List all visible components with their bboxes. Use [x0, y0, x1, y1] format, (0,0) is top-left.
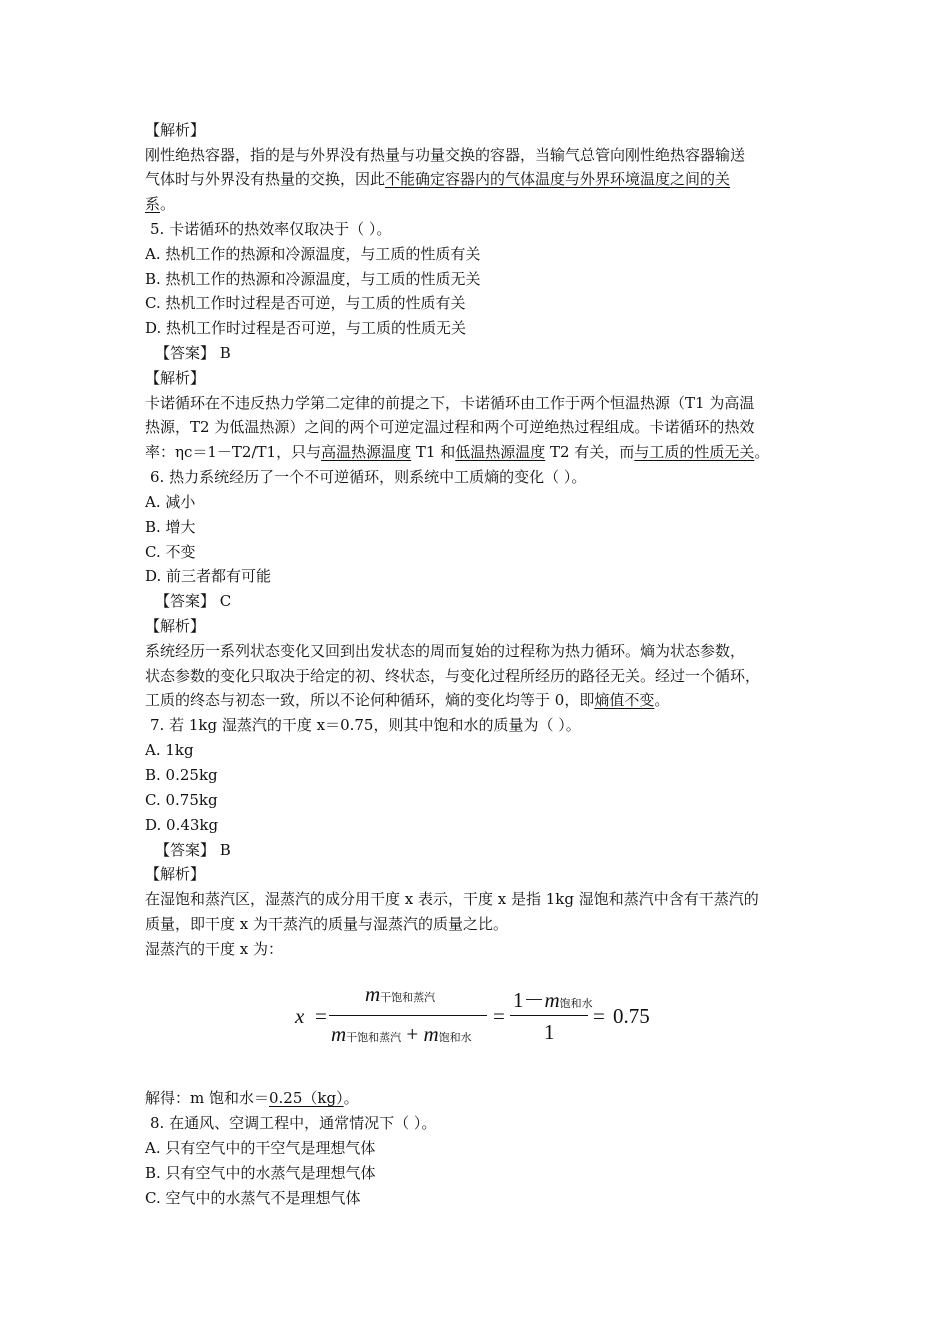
formula-value: 0.75 — [613, 1004, 650, 1028]
question-6: 6. 热力系统经历了一个不可逆循环，则系统中工质熵的变化（ ）。 — [150, 468, 587, 486]
option-c: C. 空气中的水蒸气不是理想气体 — [145, 1189, 361, 1207]
option-b: B. 热机工作的热源和冷源温度，与工质的性质无关 — [145, 270, 481, 288]
formula-equals: = — [593, 1004, 605, 1028]
option-b: B. 增大 — [145, 518, 196, 536]
option-c: C. 0.75kg — [145, 791, 218, 809]
formula-x: x — [295, 1004, 305, 1028]
option-b: B. 0.25kg — [145, 766, 218, 784]
answer: 【答案】 C — [155, 592, 232, 610]
formula-numerator: 1－m饱和水 — [513, 988, 593, 1012]
analysis-heading: 【解析】 — [145, 121, 206, 139]
option-a: A. 减小 — [145, 493, 196, 511]
answer: 【答案】 B — [155, 841, 231, 859]
fraction-bar — [510, 1015, 588, 1016]
underlined-answer: 不能确定容器内的气体温度与外界环境温度之间的关 — [385, 170, 731, 188]
paragraph-line: 气体时与外界没有热量的交换，因此不能确定容器内的气体温度与外界环境温度之间的关 — [145, 170, 731, 188]
analysis-heading: 【解析】 — [145, 369, 206, 387]
paragraph-line: 状态参数的变化只取决于给定的初、终状态，与变化过程所经历的路径无关。经过一个循环， — [145, 667, 761, 685]
question-5: 5. 卡诺循环的热效率仅取决于（ ）。 — [150, 220, 392, 238]
option-b: B. 只有空气中的水蒸气是理想气体 — [145, 1164, 376, 1182]
paragraph-line: 工质的终态与初态一致，所以不论何种循环，熵的变化均等于 0，即熵值不变。 — [145, 691, 670, 709]
formula-equals: = — [315, 1004, 327, 1028]
underlined-answer: 0.25（kg） — [269, 1089, 344, 1107]
solution-line: 解得：m 饱和水＝0.25（kg）。 — [145, 1089, 359, 1107]
option-d: D. 前三者都有可能 — [145, 567, 272, 585]
option-c: C. 热机工作时过程是否可逆，与工质的性质有关 — [145, 294, 466, 312]
underlined-answer: 与工质的性质无关 — [634, 443, 755, 461]
option-a: A. 只有空气中的干空气是理想气体 — [145, 1139, 376, 1157]
underlined-answer: 低温热源温度 — [455, 443, 546, 461]
analysis-heading: 【解析】 — [145, 617, 206, 635]
paragraph-line: 湿蒸汽的干度 x 为： — [145, 940, 283, 958]
analysis-heading: 【解析】 — [145, 865, 206, 883]
formula-denominator: 1 — [544, 1020, 555, 1044]
underlined-answer: 系 — [145, 195, 161, 213]
formula-numerator: m干饱和蒸汽 — [365, 982, 436, 1006]
paragraph-line: 系。 — [145, 195, 176, 213]
paragraph-line: 卡诺循环在不违反热力学第二定律的前提之下，卡诺循环由工作于两个恒温热源（T1 为高温 — [145, 394, 755, 412]
fraction-bar — [329, 1015, 487, 1016]
option-d: D. 热机工作时过程是否可逆，与工质的性质无关 — [145, 319, 467, 337]
paragraph-line: 率：ηc＝1－T2/T1，只与高温热源温度 T1 和低温热源温度 T2 有关，而与工质的性质无关。 — [145, 443, 770, 461]
dryness-formula — [295, 982, 675, 1052]
paragraph-line: 质量，即干度 x 为干蒸汽的质量与湿蒸汽的质量之比。 — [145, 915, 508, 933]
option-d: D. 0.43kg — [145, 816, 219, 834]
underlined-answer: 熵值不变 — [594, 691, 655, 709]
question-7: 7. 若 1kg 湿蒸汽的干度 x＝0.75，则其中饱和水的质量为（ ）。 — [150, 716, 581, 734]
paragraph-line: 刚性绝热容器，指的是与外界没有热量与功量交换的容器，当输气总管向刚性绝热容器输送 — [145, 146, 746, 164]
option-a: A. 热机工作的热源和冷源温度，与工质的性质有关 — [145, 245, 481, 263]
formula-denominator: m干饱和蒸汽 + m饱和水 — [331, 1022, 472, 1046]
paragraph-line: 热源，T2 为低温热源）之间的两个可逆定温过程和两个可逆绝热过程组成。卡诺循环的热效 — [145, 418, 755, 436]
underlined-answer: 高温热源温度 — [321, 443, 412, 461]
answer: 【答案】 B — [155, 344, 231, 362]
option-a: A. 1kg — [145, 741, 194, 759]
option-c: C. 不变 — [145, 543, 196, 561]
formula-equals: = — [493, 1004, 505, 1028]
paragraph-line: 在湿饱和蒸汽区，湿蒸汽的成分用干度 x 表示，干度 x 是指 1kg 湿饱和蒸汽中含有干蒸汽的 — [145, 890, 759, 908]
paragraph-line: 系统经历一系列状态变化又回到出发状态的周而复始的过程称为热力循环。熵为状态参数， — [145, 642, 746, 660]
question-8: 8. 在通风、空调工程中，通常情况下（ ）。 — [150, 1114, 437, 1132]
